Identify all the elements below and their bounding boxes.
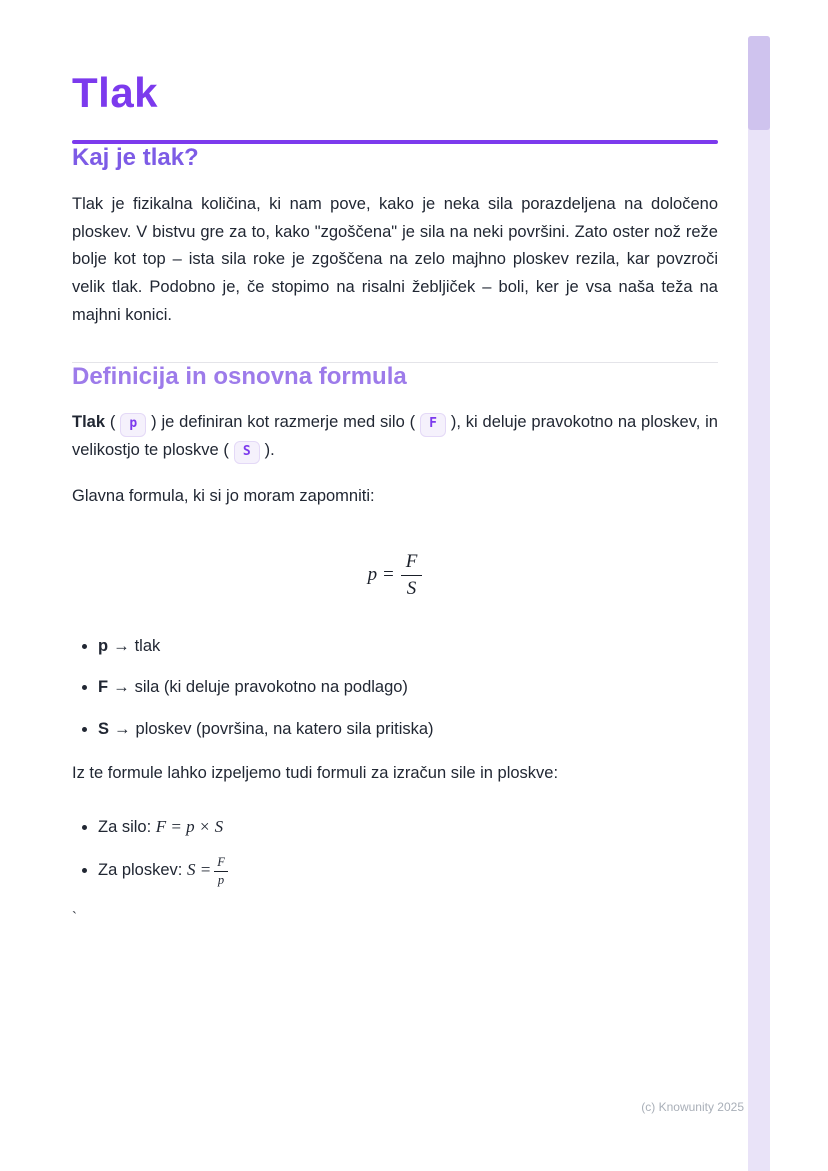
arrow-icon: → — [113, 678, 130, 697]
formula-lhs: S — [186, 860, 196, 880]
derived-formula-area — [186, 855, 228, 887]
variable-description: tlak — [134, 636, 161, 655]
formula-denominator: S — [406, 577, 417, 599]
derived-formula-force: F = p × S — [155, 816, 224, 836]
definition-text-segment: ), ki deluje pravokotno na ploskev, in velikostjo te ploskve ( — [72, 413, 718, 460]
variable-description: ploskev (površina, na katero sila pritiska) — [135, 720, 434, 739]
document-content — [72, 0, 718, 926]
derived-prefix: Za ploskev: — [98, 861, 187, 880]
list-item — [98, 855, 718, 887]
scrollbar-thumb[interactable] — [748, 36, 770, 130]
definition-text-segment: ( — [105, 413, 116, 432]
formula-fraction — [214, 855, 228, 887]
formula-intro-paragraph: Glavna formula, ki si jo moram zapomniti: — [72, 486, 375, 505]
intro-paragraph: Tlak je fizikalna količina, ki nam pove, kako je neka sila porazdeljena na določeno ploskev. V bistvu gre za to, kako "zgoščena" je sila na neki površini. Zato oster nož reže bolje kot top – ista sila roke je zgoščena na zelo majhno ploskev rezila, kar povzroči velik tlak. Podobno je, če stopimo na risalni žebljiček – boli, ker je vsa naša teža na majhni konici. — [72, 194, 718, 324]
derived-intro-paragraph: Iz te formule lahko izpeljemo tudi formuli za izračun sile in ploskve: — [72, 763, 559, 782]
variable-description: sila (ki deluje pravokotno na podlago) — [134, 678, 408, 697]
formula-lhs: p — [367, 563, 378, 585]
variable-letter: p — [98, 636, 109, 655]
variable-legend-list — [72, 634, 718, 742]
scrollbar-track[interactable] — [748, 36, 770, 1171]
section-heading-kaj-je-tlak: Kaj je tlak? — [72, 144, 199, 172]
definition-text-segment: ) je definiran kot razmerje med silo ( — [151, 413, 416, 432]
list-item — [98, 814, 718, 840]
pressure-formula — [72, 551, 718, 600]
inline-code-badge-f: F — [420, 413, 446, 436]
formula-equals: = — [381, 563, 395, 585]
definition-paragraph — [72, 409, 718, 464]
definition-text-segment: ). — [264, 441, 275, 460]
arrow-icon: → — [114, 720, 131, 739]
footer-credit: (c) Knowunity 2025 — [641, 1100, 744, 1114]
formula-numerator: F — [214, 855, 228, 871]
list-item — [98, 634, 718, 659]
definition-bold-term: Tlak — [72, 413, 106, 432]
derived-formulas-list — [72, 814, 718, 888]
formula-equals: = — [199, 860, 212, 880]
variable-letter: F — [98, 678, 109, 697]
page-title: Tlak — [72, 69, 159, 116]
formula-numerator: F — [401, 551, 423, 576]
section-heading-definicija: Definicija in osnovna formula — [72, 362, 407, 390]
list-item — [98, 675, 718, 700]
variable-letter: S — [98, 720, 110, 739]
list-item — [98, 717, 718, 742]
formula-fraction — [401, 551, 423, 600]
inline-code-badge-s: S — [234, 441, 260, 464]
arrow-icon: → — [113, 636, 130, 655]
derived-prefix: Za silo: — [98, 817, 156, 836]
formula-denominator: p — [217, 872, 225, 887]
inline-code-badge-p: p — [120, 413, 146, 436]
stray-backtick-character: ` — [72, 909, 77, 926]
